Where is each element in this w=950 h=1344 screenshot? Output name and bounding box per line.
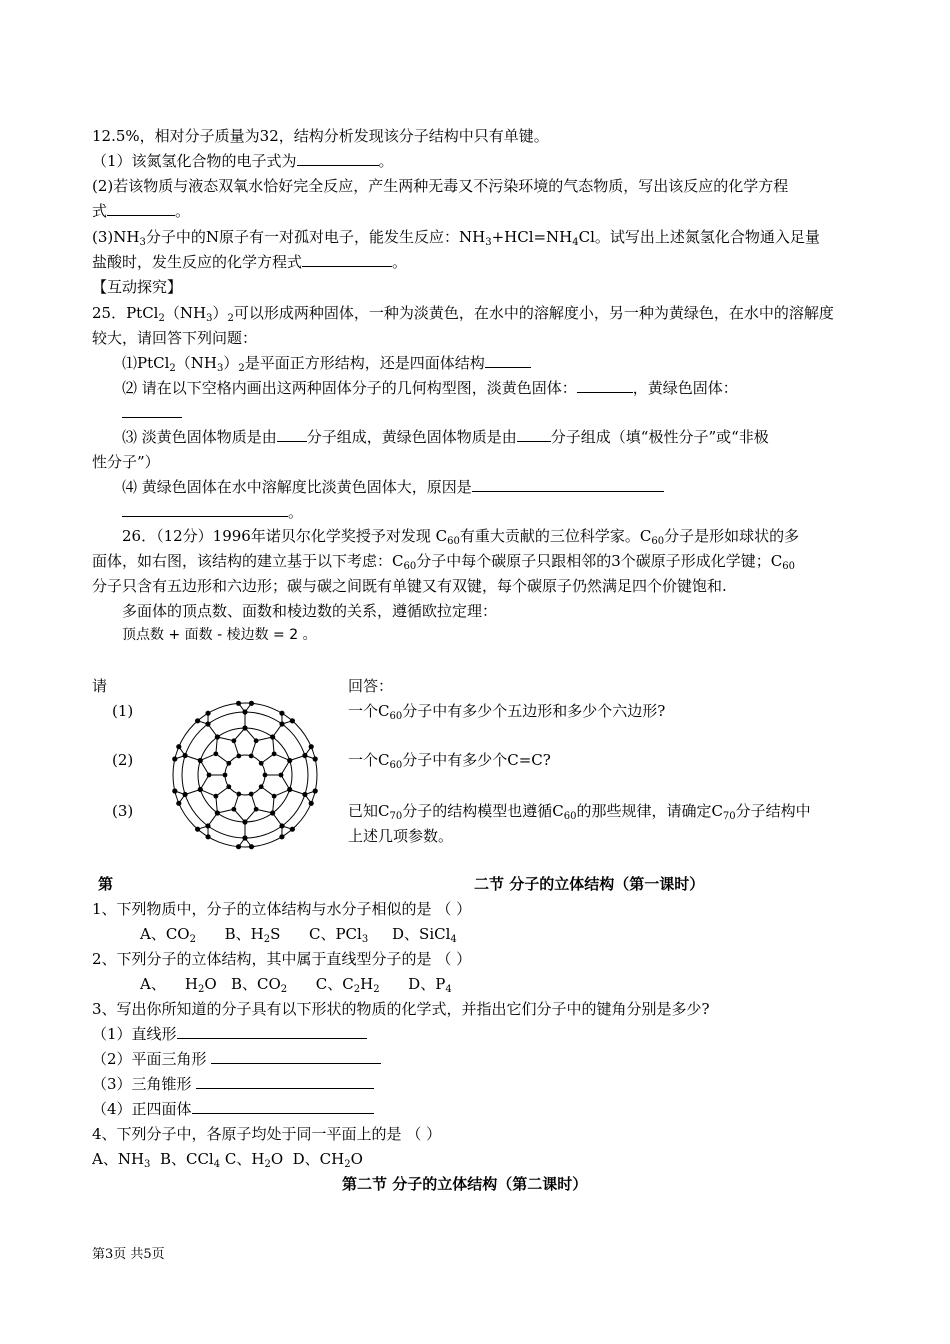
line-10: $⑴PtCl_2(NH_3)_2$是平面正方形结构，还是四面体结构 [122, 352, 531, 374]
s1-options: A、$CO_2$ B、$H_2S$ C、PCl$_3$ D、SiCl$_4$ [140, 925, 457, 945]
carbon-atom [287, 787, 292, 792]
q26-3-num: (3) [112, 802, 134, 820]
q25-2-text: ⑵ 请在以下空格内画出这两种固体分子的几何构型图，淡黄色固体： [122, 379, 577, 397]
q26-3b: 上述几项参数。 [348, 827, 454, 845]
line-12 [122, 402, 182, 424]
answer-blank[interactable] [122, 501, 288, 517]
s3-b-label: （2）平面三角形 [92, 1050, 207, 1068]
carbon-atom [309, 744, 314, 749]
carbon-atom [231, 738, 236, 743]
carbon-atom [198, 758, 203, 763]
carbon-atom [236, 701, 241, 706]
carbon-atom [182, 753, 187, 758]
carbon-atom [176, 744, 181, 749]
answer-blank[interactable] [517, 426, 551, 442]
section-interactive: 【互动探究】 [92, 278, 183, 296]
carbon-atom [226, 761, 231, 766]
carbon-atom [236, 844, 241, 849]
section2-title: 第二节 分子的立体结构（第二课时） [342, 1175, 588, 1193]
line-5: $(3)NH_3$分子中的N原子有一对孤对电子，能发生反应：$NH_3+HCl=NH_4Cl$。试写出上述氮氢化合物通入足量 [92, 228, 820, 248]
s3-a [92, 1023, 367, 1045]
carbon-atom [309, 801, 314, 806]
line-17: 26．（12分）1996年诺贝尔化学奖授予对发现 $C_{60}$有重大贡献的三位科学家。$C_{60}$分子是形如球状的多 [122, 527, 800, 547]
carbon-atom [242, 835, 247, 840]
line-16: 。 [122, 501, 303, 523]
section1-title: 二节 分子的立体结构（第一课时） [474, 875, 705, 893]
answer-blank[interactable] [196, 1073, 374, 1089]
carbon-atom [279, 721, 284, 726]
s4-question: 4、下列分子中，各原子均处于同一平面上的是 （ ） [92, 1125, 442, 1143]
carbon-atom [207, 773, 212, 778]
carbon-atom [205, 711, 210, 716]
carbon-atom [279, 773, 284, 778]
line-3: (2)若该物质与液态双氧水恰好完全反应，产生两种无毒又不污染环境的气态物质，写出该反应的化学方程 [92, 177, 789, 195]
q25-2-text-b: ，黄绿色固体： [632, 379, 738, 397]
line-21: 顶点数 + 面数 - 棱边数 = 2 。 [122, 627, 317, 643]
carbon-atom [215, 734, 220, 739]
carbon-bond [216, 754, 229, 763]
answer-blank[interactable] [297, 150, 379, 166]
carbon-atom [302, 792, 307, 797]
s3-question: 3、写出你所知道的分子具有以下形状的物质的化学式，并指出它们分子中的键角分别是多少? [92, 1000, 710, 1018]
please-text: 请 [92, 677, 108, 695]
line-18: 面体，如右图，该结构的建立基于以下考虑：$C_{60}$分子中每个碳原子只跟相邻的3个碳原子形成化学键；$C_{60}$ [92, 552, 795, 572]
q26-3: 已知$C_{70}$分子的结构模型也遵循$C_{60}$的那些规律，请确定$C_{70}$分子结构中 [348, 802, 811, 822]
carbon-atom [302, 753, 307, 758]
line-14: 性分子”） [92, 453, 160, 471]
line-13 [122, 426, 769, 448]
carbon-atom [223, 773, 228, 778]
carbon-atom [213, 751, 218, 756]
carbon-atom [249, 701, 254, 706]
carbon-atom [313, 756, 318, 761]
carbon-atom [172, 756, 177, 761]
line-1: 12.5%，相对分子质量为32，结构分析发现该分子结构中只有单键。 [92, 127, 549, 145]
carbon-atom [279, 711, 284, 716]
s3-d-label: （4）正四面体 [92, 1100, 192, 1118]
carbon-bond [216, 787, 229, 796]
carbon-bond [261, 787, 274, 796]
q25-3-text-c: 分子组成（填“极性分子”或“非极 [550, 428, 769, 446]
carbon-atom [272, 751, 277, 756]
carbon-atom [182, 792, 187, 797]
carbon-atom [254, 807, 259, 812]
line-15 [122, 476, 664, 498]
s2-options: A、 $H_2O$ B、$CO_2$ C、$C_2H_2$ D、$P_4$ [140, 975, 452, 995]
carbon-atom [287, 758, 292, 763]
q26-1-num: (1) [112, 702, 134, 720]
answer-blank[interactable] [485, 352, 531, 368]
s3-b [92, 1048, 381, 1070]
answer-blank[interactable] [177, 1023, 367, 1039]
carbon-atom [236, 754, 241, 759]
q25-4-text: ⑷ 黄绿色固体在水中溶解度比淡黄色固体大，原因是 [122, 478, 472, 496]
carbon-atom [249, 754, 254, 759]
q26-1: 一个$C_{60}$分子中有多少个五边形和多少个六边形? [348, 702, 666, 722]
answer-blank[interactable] [302, 251, 392, 267]
carbon-atom [205, 721, 210, 726]
carbon-atom [213, 794, 218, 799]
carbon-atom [242, 709, 247, 714]
carbon-atom [231, 807, 236, 812]
q25-3-text-b: 分子组成，黄绿色固体物质是由 [306, 428, 517, 446]
s3-a-label: （1）直线形 [92, 1025, 177, 1043]
carbon-atom [259, 761, 264, 766]
carbon-atom [176, 801, 181, 806]
carbon-atom [172, 788, 177, 793]
section1-title-a: 第 [98, 875, 114, 893]
carbon-atom [215, 810, 220, 815]
carbon-atom [205, 823, 210, 828]
carbon-atom [249, 844, 254, 849]
carbon-bond [261, 754, 274, 763]
q26-2-num: (2) [112, 751, 134, 769]
s3-d [92, 1098, 374, 1120]
q24-3-text: 盐酸时，发生反应的化学方程式 [92, 253, 303, 271]
s1-question: 1、下列物质中，分子的立体结构与水分子相似的是 （ ） [92, 900, 472, 918]
line-6: 盐酸时，发生反应的化学方程式 。 [92, 253, 408, 271]
line-8: 25．$PtCl_2(NH_3)_2$可以形成两种固体，一种为淡黄色，在水中的溶解度小，另一种为黄绿色，在水中的溶解度 [92, 304, 834, 324]
q26-2: 一个$C_{60}$分子中有多少个C=C? [348, 751, 551, 771]
carbon-atom [226, 784, 231, 789]
carbon-atom [263, 773, 268, 778]
answer-blank[interactable] [107, 200, 175, 216]
q25-3-text: ⑶ 淡黄色固体物质是由 [122, 428, 277, 446]
line-2: （1）该氮氢化合物的电子式为 。 [92, 152, 394, 170]
carbon-atom [254, 738, 259, 743]
line-20: 多面体的顶点数、面数和棱边数的关系，遵循欧拉定理： [122, 602, 498, 620]
carbon-atom [249, 792, 254, 797]
carbon-atom [259, 784, 264, 789]
carbon-atom [195, 718, 200, 723]
carbon-atom [290, 827, 295, 832]
answer-blank[interactable] [211, 1048, 381, 1064]
s3-c [92, 1073, 374, 1095]
answer-blank[interactable] [277, 426, 307, 442]
answer-blank[interactable] [472, 476, 664, 492]
carbon-atom [195, 827, 200, 832]
line-9: 较大，请回答下列问题： [92, 329, 258, 347]
s3-c-label: （3）三角锥形 [92, 1075, 192, 1093]
carbon-atom [290, 718, 295, 723]
s2-question: 2、下列分子的立体结构，其中属于直线型分子的是 （ ） [92, 950, 472, 968]
carbon-atom [270, 810, 275, 815]
line-19: 分子只含有五边形和六边形；碳与碳之间既有单键又有双键，每个碳原子仍然满足四个价键饱和. [92, 577, 727, 595]
page-footer: 第3页 共5页 [92, 1247, 165, 1262]
carbon-atom [270, 734, 275, 739]
answer-blank[interactable] [122, 402, 182, 418]
q24-1-text: （1）该氮氢化合物的电子式为 [92, 152, 297, 170]
s4-options: A、$NH_3$ B、CCl$_4$ C、$H_2O$ D、$CH_2O$ [92, 1150, 363, 1170]
answer-blank[interactable] [192, 1098, 374, 1114]
carbon-atom [313, 788, 318, 793]
line-4: 式 。 [92, 202, 191, 220]
answer-blank[interactable] [577, 377, 633, 393]
carbon-atom [242, 725, 247, 730]
carbon-atom [279, 834, 284, 839]
carbon-atom [236, 792, 241, 797]
c60-structure-diagram [160, 695, 330, 855]
answer-text: 回答： [348, 677, 394, 695]
carbon-atom [279, 823, 284, 828]
carbon-atom [205, 834, 210, 839]
line-11 [122, 377, 738, 399]
q24-2-text: 式 [92, 202, 108, 220]
carbon-atom [198, 787, 203, 792]
carbon-atom [242, 819, 247, 824]
carbon-atom [272, 794, 277, 799]
